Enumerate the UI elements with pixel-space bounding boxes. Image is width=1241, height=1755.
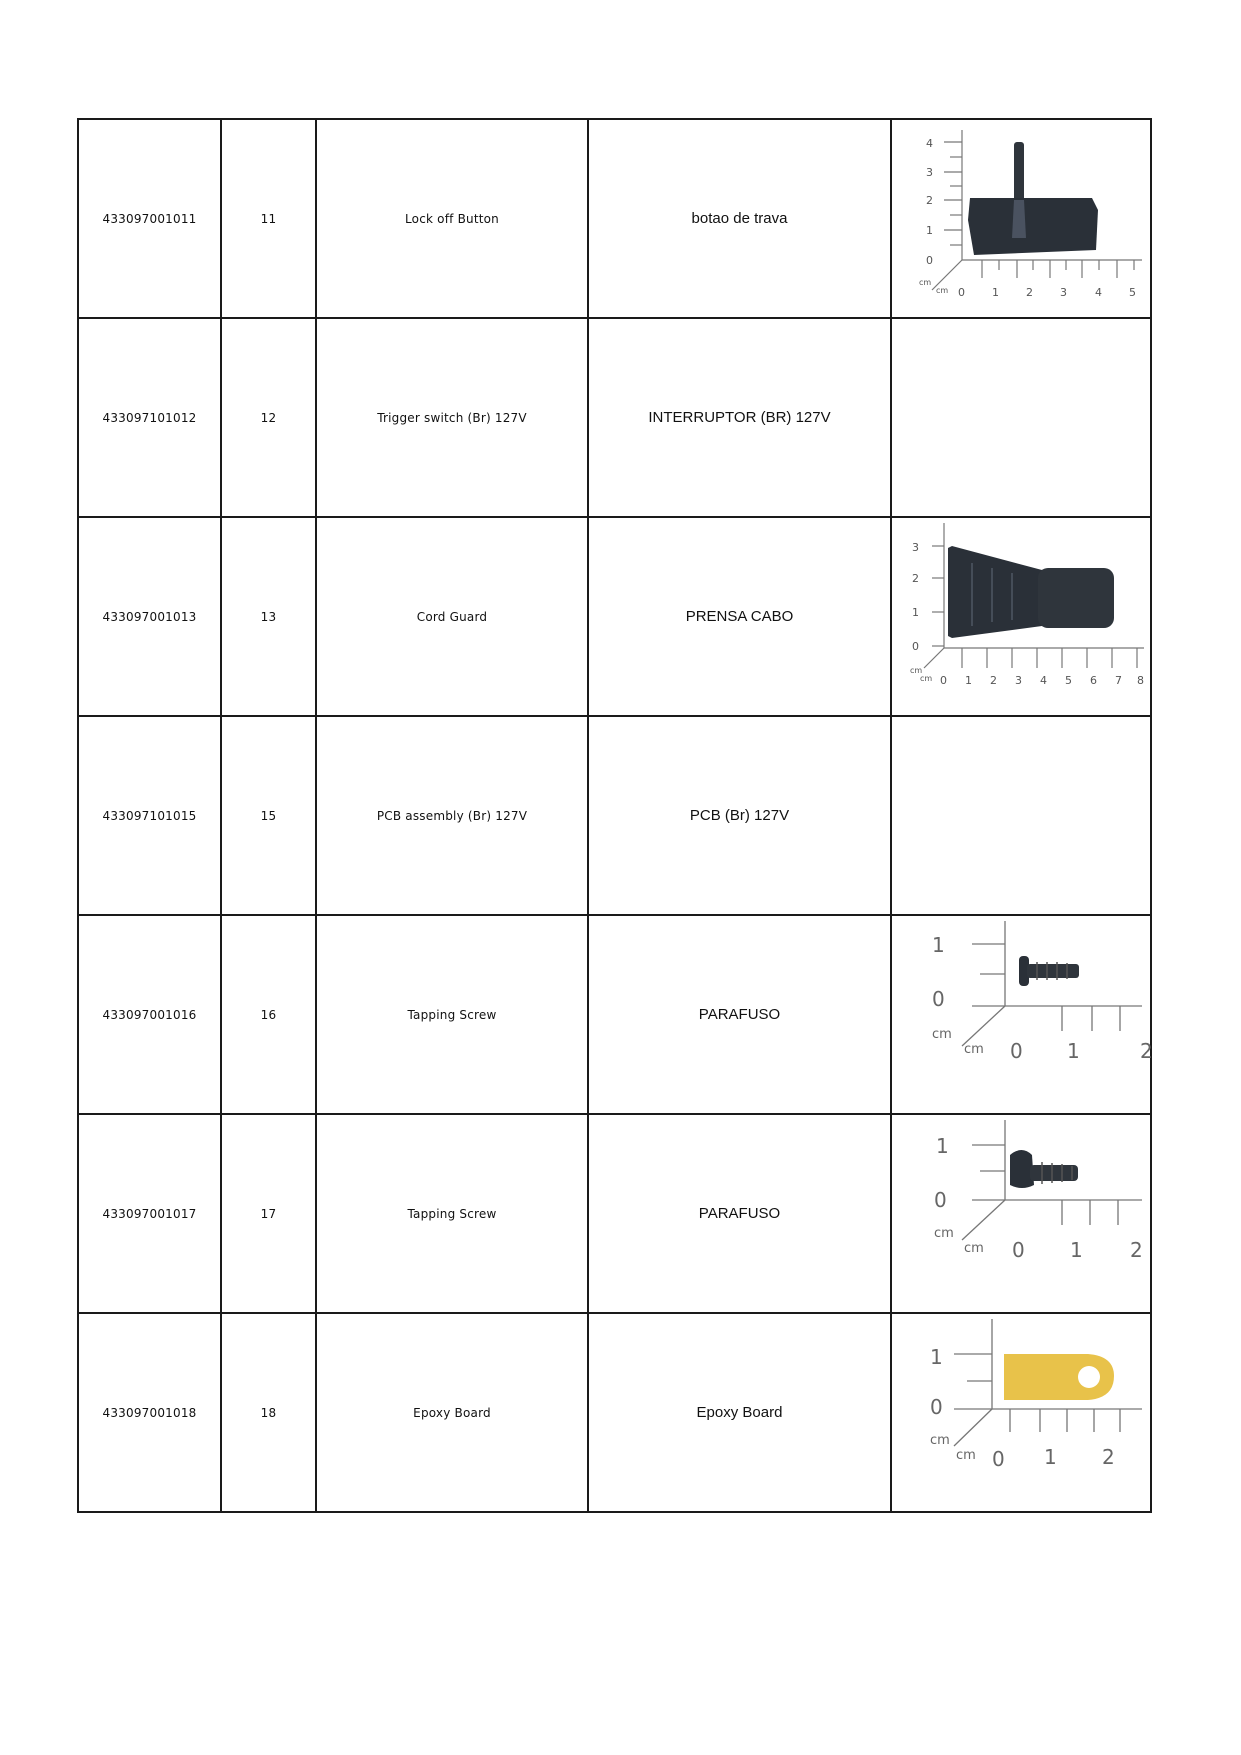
scale-unit: cm (920, 674, 933, 683)
item-number: 13 (221, 517, 316, 716)
scale-tick: 0 (912, 640, 919, 653)
description-pt: INTERRUPTOR (BR) 127V (588, 318, 891, 517)
table-row (78, 1114, 1151, 1313)
cord-guard-photo (892, 518, 1148, 715)
part-code: 433097001013 (78, 517, 221, 716)
scale-tick: 4 (1040, 674, 1047, 687)
scale-tick: 0 (932, 987, 945, 1011)
tapping-screw-photo (892, 916, 1153, 1113)
scale-tick: 2 (990, 674, 997, 687)
item-number: 18 (221, 1313, 316, 1512)
scale-unit: cm (956, 1448, 976, 1463)
part-photo (891, 1313, 1151, 1512)
part-photo (891, 1114, 1151, 1313)
description-en: Tapping Screw (316, 1114, 588, 1313)
description-en: Lock off Button (316, 119, 588, 318)
part-code: 433097001011 (78, 119, 221, 318)
scale-tick: 0 (1012, 1238, 1025, 1262)
description-en: Cord Guard (316, 517, 588, 716)
scale-tick: 0 (934, 1188, 947, 1212)
description-en: Epoxy Board (316, 1313, 588, 1512)
scale-tick: 1 (912, 606, 919, 619)
table-row (78, 517, 1151, 716)
description-en: Tapping Screw (316, 915, 588, 1114)
scale-unit: cm (930, 1433, 950, 1448)
scale-tick: 2 (1130, 1238, 1143, 1262)
scale-tick: 8 (1137, 674, 1144, 687)
scale-tick: 0 (940, 674, 947, 687)
description-pt: botao de trava (588, 119, 891, 318)
scale-tick: 1 (992, 286, 999, 299)
tapping-screw-photo (892, 1115, 1148, 1312)
part-photo-empty (891, 716, 1151, 915)
part-code: 433097001018 (78, 1313, 221, 1512)
scale-tick: 0 (958, 286, 965, 299)
scale-tick: 0 (926, 254, 933, 267)
description-pt: Epoxy Board (588, 1313, 891, 1512)
scale-tick: 6 (1090, 674, 1097, 687)
item-number: 16 (221, 915, 316, 1114)
scale-tick: 3 (912, 541, 919, 554)
scale-unit: cm (910, 666, 923, 675)
scale-tick: 0 (992, 1447, 1005, 1471)
scale-tick: 0 (1010, 1039, 1023, 1063)
lock-off-button-photo (892, 120, 1148, 317)
description-en: PCB assembly (Br) 127V (316, 716, 588, 915)
description-pt: PARAFUSO (588, 1114, 891, 1313)
scale-unit: cm (936, 286, 949, 295)
scale-tick: 1 (965, 674, 972, 687)
scale-tick: 2 (926, 194, 933, 207)
table-row (78, 318, 1151, 517)
scale-tick: 0 (930, 1395, 943, 1419)
scale-unit: cm (964, 1241, 984, 1256)
parts-table (77, 118, 1152, 1513)
part-code: 433097101012 (78, 318, 221, 517)
scale-tick: 3 (1060, 286, 1067, 299)
scale-tick: 2 (1140, 1039, 1153, 1063)
table-row (78, 1313, 1151, 1512)
scale-tick: 4 (1095, 286, 1102, 299)
epoxy-board-photo (892, 1314, 1148, 1511)
scale-tick: 1 (936, 1134, 949, 1158)
item-number: 17 (221, 1114, 316, 1313)
part-photo (891, 517, 1151, 716)
description-en: Trigger switch (Br) 127V (316, 318, 588, 517)
scale-tick: 2 (912, 572, 919, 585)
part-photo (891, 119, 1151, 318)
item-number: 12 (221, 318, 316, 517)
description-pt: PCB (Br) 127V (588, 716, 891, 915)
scale-tick: 1 (926, 224, 933, 237)
part-photo-empty (891, 318, 1151, 517)
item-number: 11 (221, 119, 316, 318)
scale-tick: 1 (930, 1345, 943, 1369)
scale-tick: 3 (926, 166, 933, 179)
scale-tick: 5 (1129, 286, 1136, 299)
description-pt: PRENSA CABO (588, 517, 891, 716)
scale-tick: 7 (1115, 674, 1122, 687)
item-number: 15 (221, 716, 316, 915)
part-photo (891, 915, 1151, 1114)
scale-tick: 1 (1067, 1039, 1080, 1063)
table-row (78, 119, 1151, 318)
scale-unit: cm (919, 278, 932, 287)
scale-tick: 1 (932, 933, 945, 957)
scale-tick: 2 (1026, 286, 1033, 299)
scale-tick: 4 (926, 137, 933, 150)
scale-tick: 1 (1044, 1445, 1057, 1469)
scale-tick: 3 (1015, 674, 1022, 687)
scale-tick: 5 (1065, 674, 1072, 687)
table-row (78, 716, 1151, 915)
part-code: 433097001017 (78, 1114, 221, 1313)
part-code: 433097101015 (78, 716, 221, 915)
table-row (78, 915, 1151, 1114)
scale-tick: 2 (1102, 1445, 1115, 1469)
scale-unit: cm (934, 1226, 954, 1241)
description-pt: PARAFUSO (588, 915, 891, 1114)
scale-unit: cm (964, 1042, 984, 1057)
scale-unit: cm (932, 1027, 952, 1042)
scale-tick: 1 (1070, 1238, 1083, 1262)
part-code: 433097001016 (78, 915, 221, 1114)
